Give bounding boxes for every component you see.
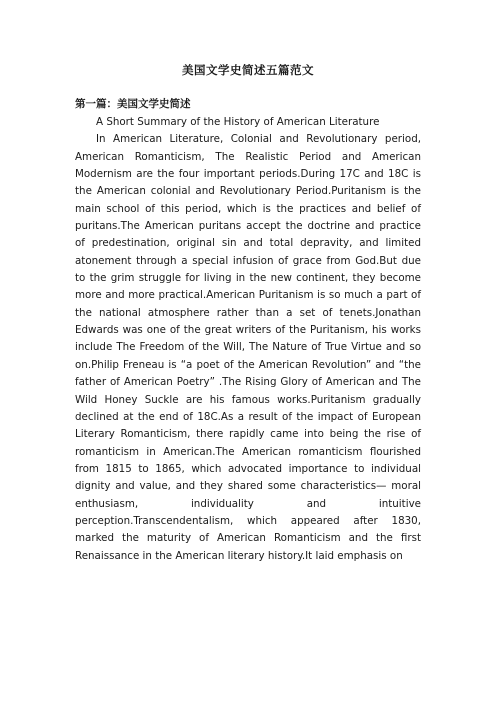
article-subtitle: A Short Summary of the History of American Literature	[96, 116, 380, 128]
body-text	[75, 114, 421, 565]
body-paragraph: In American Literature, Colonial and Revolutionary period, American Romanticism, The Realistic Period and American Modernism are the four important periods.During 17C and 18C is the American colonial and Revolutionary Period.Puritanism is the main school of this period, which is the practices and belief of puritans.The American puritans accept the doctrine and practice of predestination, original sin and total depravity, and limited atonement through a special infusion of grace from God.But due to the grim struggle for living in the new continent, they become more and more practical.American Puritanism is so much a part of the national atmosphere rather than a set of tenets.Jonathan Edwards was one of the great writers of the Puritanism, his works include The Freedom of the Will, The Nature of True Virtue and so on.Philip Freneau is “a poet of the American Revolution” and “the father of American Poetry” .The Rising Glory of American and The Wild Honey Suckle are his famous works.Puritanism gradually declined at the end of 18C.As a result of the impact of European Literary Romanticism, there rapidly came into being the rise of romanticism in American.The American romanticism flourished from 1815 to 1865, which advocated importance to individual dignity and value, and they shared some characteristics— moral enthusiasm, individuality and intuitive perception.Transcendentalism, which appeared after 1830, marked the maturity of American Romanticism and the first Renaissance in the American literary history.It laid emphasis on	[75, 133, 421, 562]
document-title: 美国文学史简述五篇范文	[182, 63, 314, 77]
section-heading: 第一篇：美国文学史简述	[75, 98, 191, 110]
